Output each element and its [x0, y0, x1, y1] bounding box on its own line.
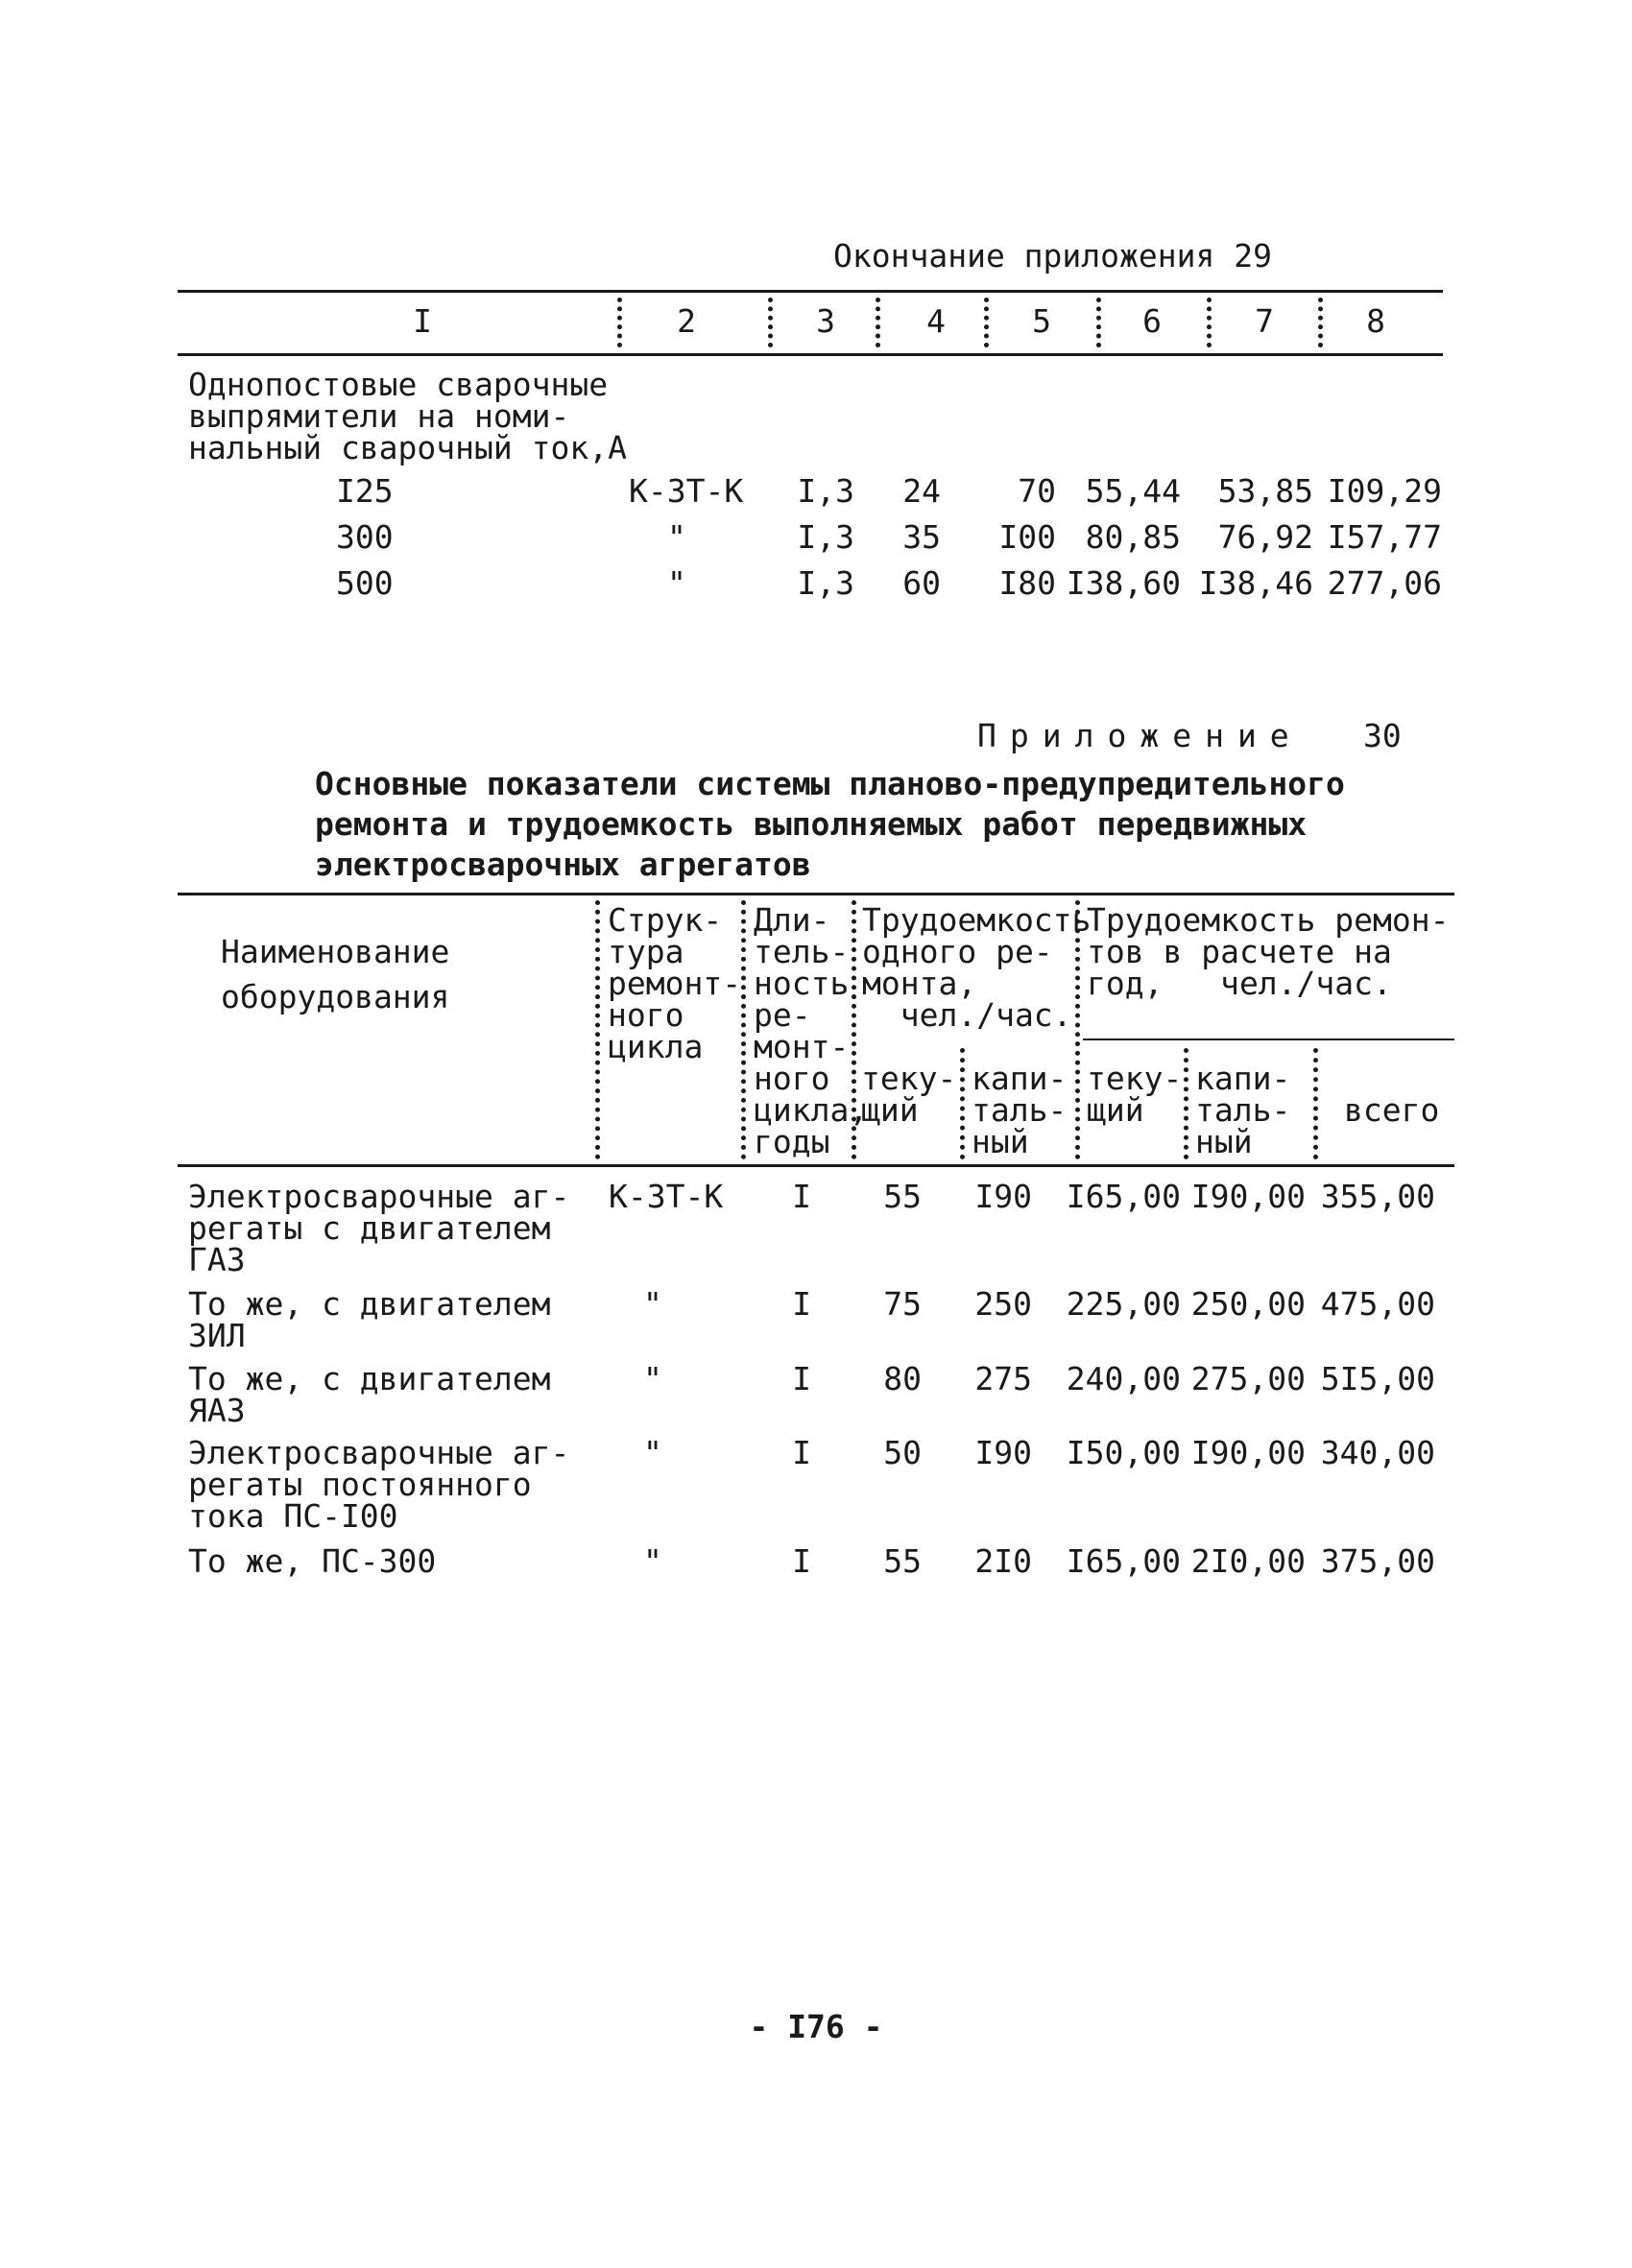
col-number: 4 [926, 302, 946, 340]
table-cell: I,3 [797, 518, 854, 556]
col-divider [1207, 298, 1212, 347]
table-cell: " [643, 1360, 662, 1397]
table-cell: 300 [336, 518, 394, 556]
appendix-label: Приложение [977, 717, 1303, 754]
table-cell: 55,44 [1085, 472, 1181, 510]
table-cell: I [792, 1360, 811, 1397]
header-capital: капи- [1195, 1060, 1291, 1097]
table-cell: К-3Т-К [609, 1178, 724, 1215]
col-number: 5 [1032, 302, 1051, 340]
col-divider [1184, 1048, 1188, 1159]
table-cell: I [792, 1178, 811, 1215]
table-cell: " [643, 1434, 662, 1471]
header-structure: тура [608, 933, 684, 970]
table-cell: 355,00 [1320, 1178, 1435, 1215]
header-labor-one: монта, [862, 965, 977, 1002]
col-divider [1096, 298, 1101, 347]
table-cell: I90,00 [1190, 1434, 1306, 1471]
group-label: Однопостовые сварочные [188, 366, 609, 403]
page-number: - I76 - [749, 2008, 883, 2045]
table-cell: I90 [974, 1434, 1032, 1471]
table-cell: " [643, 1285, 662, 1323]
table-cell: 80 [883, 1360, 922, 1397]
col-divider [1313, 1048, 1318, 1159]
row-name: Электросварочные аг- [188, 1434, 570, 1471]
row-name: ЗИЛ [188, 1317, 246, 1354]
header-capital: ный [1195, 1123, 1253, 1160]
table29-caption: Окончание приложения 29 [833, 237, 1272, 275]
header-name: Наименование [221, 933, 450, 970]
header-duration: монт- [754, 1028, 850, 1065]
col-number: 8 [1366, 302, 1385, 340]
appendix-title-line: Основные показатели системы планово-предупредительного [315, 765, 1345, 802]
header-duration: ного [754, 1060, 830, 1097]
row-name: То же, с двигателем [188, 1285, 551, 1323]
table-cell: 55 [883, 1542, 922, 1580]
row-name: регаты с двигателем [188, 1209, 551, 1247]
table-cell: " [667, 518, 686, 556]
table-cell: 60 [902, 564, 941, 602]
header-capital: таль- [972, 1091, 1068, 1129]
col-divider [1075, 900, 1080, 1159]
table-cell: 340,00 [1320, 1434, 1435, 1471]
table-cell: 250 [974, 1285, 1032, 1323]
col-divider [960, 1048, 965, 1159]
table-cell: 5I5,00 [1320, 1360, 1435, 1397]
table30-header-rule [178, 1164, 1454, 1167]
table-cell: 70 [1018, 472, 1056, 510]
table-cell: I00 [998, 518, 1056, 556]
header-capital: ный [972, 1123, 1029, 1160]
table-cell: 240,00 [1066, 1360, 1181, 1397]
table-cell: I50,00 [1066, 1434, 1181, 1471]
table-cell: 275 [974, 1360, 1032, 1397]
header-labor-year: тов в расчете на [1087, 933, 1392, 970]
table-cell: 50 [883, 1434, 922, 1471]
table-cell: К-3Т-К [629, 472, 744, 510]
header-name: оборудования [221, 978, 450, 1015]
table-cell: I65,00 [1066, 1178, 1181, 1215]
header-structure: Струк- [608, 901, 723, 939]
group-label: выпрямители на номи- [188, 397, 570, 435]
table-cell: 35 [902, 518, 941, 556]
table-cell: I [792, 1434, 811, 1471]
row-name: Электросварочные аг- [188, 1178, 570, 1215]
header-current: теку- [1087, 1060, 1183, 1097]
row-name: То же, с двигателем [188, 1360, 551, 1397]
table-cell: I25 [336, 472, 394, 510]
table-cell: 375,00 [1320, 1542, 1435, 1580]
header-labor-year: Трудоемкость ремон- [1087, 901, 1450, 939]
appendix-number: 30 [1363, 717, 1402, 754]
table-cell: I,3 [797, 564, 854, 602]
header-duration: годы [754, 1123, 830, 1160]
header-capital: капи- [972, 1060, 1068, 1097]
row-name: ГАЗ [188, 1241, 246, 1278]
table-cell: " [643, 1542, 662, 1580]
table-cell: I [792, 1285, 811, 1323]
table-cell: I90,00 [1190, 1178, 1306, 1215]
col-number: 2 [677, 302, 696, 340]
table-cell: 80,85 [1085, 518, 1181, 556]
table-cell: I09,29 [1327, 472, 1442, 510]
row-name: ЯАЗ [188, 1392, 246, 1429]
table-cell: I65,00 [1066, 1542, 1181, 1580]
header-current: щий [1087, 1091, 1144, 1129]
header-labor-year: год, чел./час. [1087, 965, 1392, 1002]
table-cell: " [667, 564, 686, 602]
col-divider [876, 298, 880, 347]
header-labor-one: чел./час. [862, 996, 1072, 1034]
table-cell: 250,00 [1190, 1285, 1306, 1323]
header-duration: цикла, [754, 1091, 869, 1129]
table-cell: 500 [336, 564, 394, 602]
col-divider [741, 900, 746, 1159]
header-duration: ность [754, 965, 850, 1002]
table-cell: 275,00 [1190, 1360, 1306, 1397]
table-cell: 24 [902, 472, 941, 510]
table-cell: 277,06 [1327, 564, 1442, 602]
table-cell: 2I0 [974, 1542, 1032, 1580]
table-cell: 55 [883, 1178, 922, 1215]
header-structure: ного [608, 996, 684, 1034]
table-cell: 53,85 [1217, 472, 1313, 510]
header-structure: цикла [608, 1028, 704, 1065]
table-cell: 475,00 [1320, 1285, 1435, 1323]
col-number: 3 [816, 302, 835, 340]
header-labor-one: одного ре- [862, 933, 1053, 970]
col-number: I [413, 302, 432, 340]
header-capital: таль- [1195, 1091, 1291, 1129]
header-total: всего [1344, 1091, 1440, 1129]
table29-header-rule [178, 353, 1443, 356]
header-current: щий [861, 1091, 919, 1129]
col-divider [617, 298, 622, 347]
header-labor-one: Трудоемкость [862, 901, 1092, 939]
col-divider [595, 900, 600, 1159]
table-cell: I38,60 [1066, 564, 1181, 602]
appendix-title-line: электросварочных агрегатов [315, 846, 811, 883]
table-cell: 2I0,00 [1190, 1542, 1306, 1580]
table-cell: I [792, 1542, 811, 1580]
header-structure: ремонт- [608, 965, 742, 1002]
col-divider [768, 298, 773, 347]
row-name: регаты постоянного [188, 1466, 532, 1503]
header-duration: ре- [754, 996, 811, 1034]
table-cell: 76,92 [1217, 518, 1313, 556]
table-cell: I80 [998, 564, 1056, 602]
table-cell: 225,00 [1066, 1285, 1181, 1323]
header-current: теку- [861, 1060, 957, 1097]
col-divider [1318, 298, 1323, 347]
appendix-title-line: ремонта и трудоемкость выполняемых работ передвижных [315, 805, 1308, 843]
table29-top-rule [178, 290, 1443, 293]
row-name: тока ПС-I00 [188, 1497, 398, 1535]
header-duration: тель- [754, 933, 850, 970]
group-label: нальный сварочный ток,А [188, 429, 627, 466]
table-cell: I,3 [797, 472, 854, 510]
table30-top-rule [178, 893, 1454, 895]
table-cell: I57,77 [1327, 518, 1442, 556]
table-cell: 75 [883, 1285, 922, 1323]
col-number: 7 [1255, 302, 1274, 340]
col-divider [984, 298, 989, 347]
table30-subheader-rule [1083, 1039, 1454, 1040]
header-duration: Дли- [754, 901, 830, 939]
table-cell: I90 [974, 1178, 1032, 1215]
row-name: То же, ПС-300 [188, 1542, 437, 1580]
col-number: 6 [1142, 302, 1162, 340]
table-cell: I38,46 [1198, 564, 1313, 602]
